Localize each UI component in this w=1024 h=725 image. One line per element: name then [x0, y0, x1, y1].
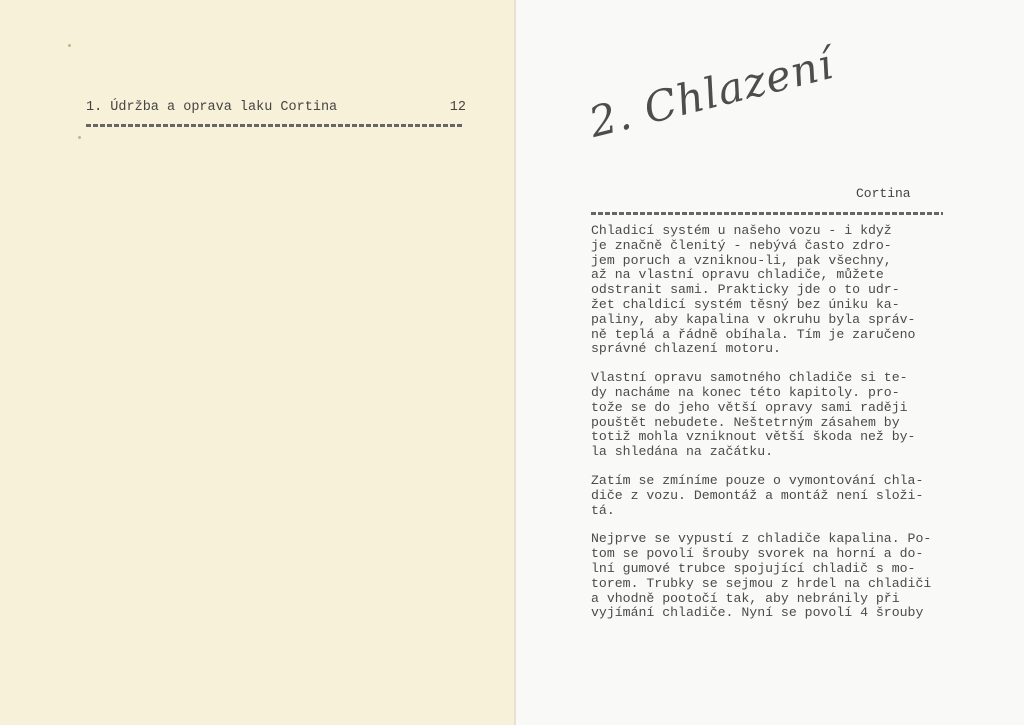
right-header-rule [591, 212, 943, 215]
chapter-body [591, 224, 961, 635]
left-header-title: 1. Údržba a oprava laku Cortina [86, 100, 338, 115]
paper-speck [78, 136, 81, 139]
paragraph: Chladicí systém u našeho vozu - i když je značně členitý - nebývá často zdro- jem poruch a vzniknou-li, pak všechny, až na vlastní opravu chladiče, můžete odstranit sami. Prakticky jde o to udr- žet chaldicí systém těsný bez úniku ka- paliny, aby kapalina v okruhu byla správ- ně teplá a řádně obíhala. Tím je zaručeno správné chlazení motoru. [591, 223, 916, 357]
paragraph: Vlastní opravu samotného chladiče si te- dy nacháme na konec této kapitoly. pro- tože se do jeho větší opravy sami raději pouštět nebudete. Neštetrným zásahem by totiž mohla vzniknout větší škoda než by- la shledána na začátku. [591, 370, 916, 460]
paragraph: Zatím se zmíníme pouze o vymontování chla- diče z vozu. Demontáž a montáž není složi- tá. [591, 472, 924, 518]
left-page-number: 12 [449, 100, 466, 115]
left-header-rule [86, 124, 462, 127]
paper-speck [68, 44, 71, 47]
brand-label: Cortina [856, 186, 911, 201]
paragraph: Nejprve se vypustí z chladiče kapalina. Po- tom se povolí šrouby svorek na horní a do- lní gumové trubce spojující chladič s mo- torem. Trubky se sejmou z hrdel na chladiči a vhodně pootočí tak, aby nebránily při vyjímání chladiče. Nyní se povolí 4 šrouby [591, 531, 932, 621]
chapter-heading: 2. Chlazení [584, 39, 839, 147]
left-page-header [86, 100, 466, 115]
